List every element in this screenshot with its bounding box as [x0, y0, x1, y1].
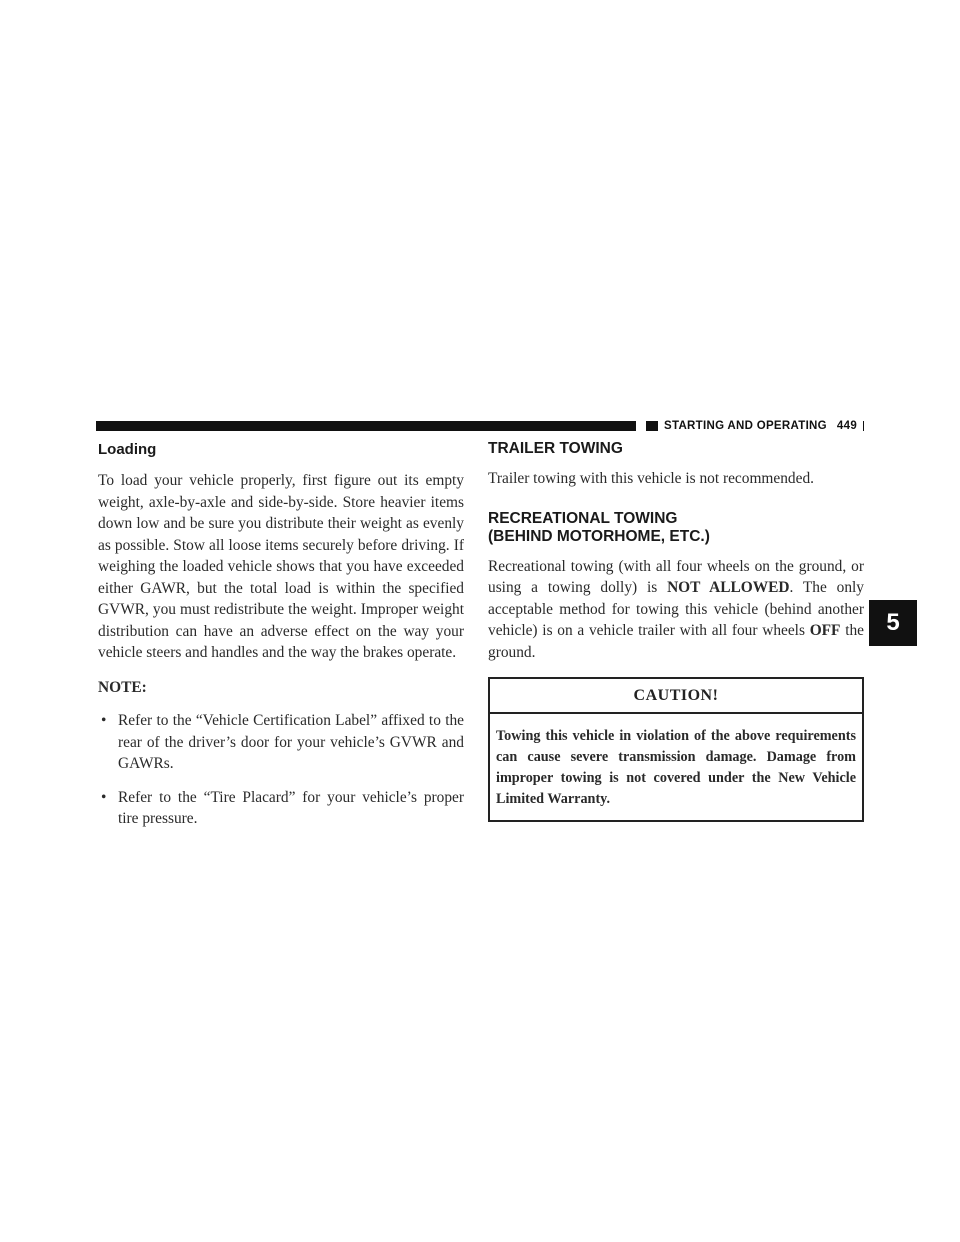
list-item: • Refer to the “Vehicle Certification Label” affixed to the rear of the driver’s door for your vehicle’s GVWR and GAWRs. [101, 712, 464, 772]
running-header [658, 418, 863, 434]
recreational-towing-heading: RECREATIONAL TOWING (BEHIND MOTORHOME, ETC.) [488, 509, 710, 545]
caution-text: Towing this vehicle in violation of the above requirements can cause severe transmission damage. Damage from improper towing is not covered under the New Vehicle Limited Warranty. [496, 727, 856, 807]
note-list [98, 710, 464, 830]
off-emphasis: OFF [809, 622, 841, 639]
loading-paragraph: To load your vehicle properly, first figure out its empty weight, axle-by-axle and side-by-side. Store heavier items down low and be sure you distribute their weight as evenly as possible. Stow all loose items securely before driving. If weighing the loaded vehicle shows that you have exceeded either GAWR, but the total load is within the specified GVWR, you must redistribute the weight. Improper weight distribution can have an adverse effect on the way your vehicle steers and handles and the way the brakes operate. [98, 472, 464, 661]
right-column [488, 440, 864, 822]
page-number: 449 [836, 420, 858, 432]
trailer-towing-heading: TRAILER TOWING [488, 440, 623, 457]
trailer-towing-text: Trailer towing with this vehicle is not recommended. [488, 470, 814, 487]
not-allowed-emphasis: NOT ALLOWED [667, 579, 790, 596]
caution-title: CAUTION! [490, 679, 862, 714]
section-title: STARTING AND OPERATING [664, 420, 827, 432]
recreational-towing-text: Recreational towing (with all four wheels on the ground, or using a towing dolly) is NOT ALLOWED. The only acceptable method for towing this vehicle (behind another vehicle) is on a vehicle trailer with all four wheels OFF the ground. [488, 557, 865, 661]
bullet-icon: • [101, 788, 107, 806]
loading-heading: Loading [98, 441, 157, 458]
caution-box [488, 677, 864, 822]
list-item: • Refer to the “Tire Placard” for your vehicle’s proper tire pressure. [101, 788, 464, 827]
bullet-icon: • [101, 712, 107, 729]
note-label: NOTE: [98, 678, 147, 696]
left-column [98, 440, 464, 842]
header-rule [96, 421, 636, 431]
chapter-tab: 5 [869, 600, 917, 646]
